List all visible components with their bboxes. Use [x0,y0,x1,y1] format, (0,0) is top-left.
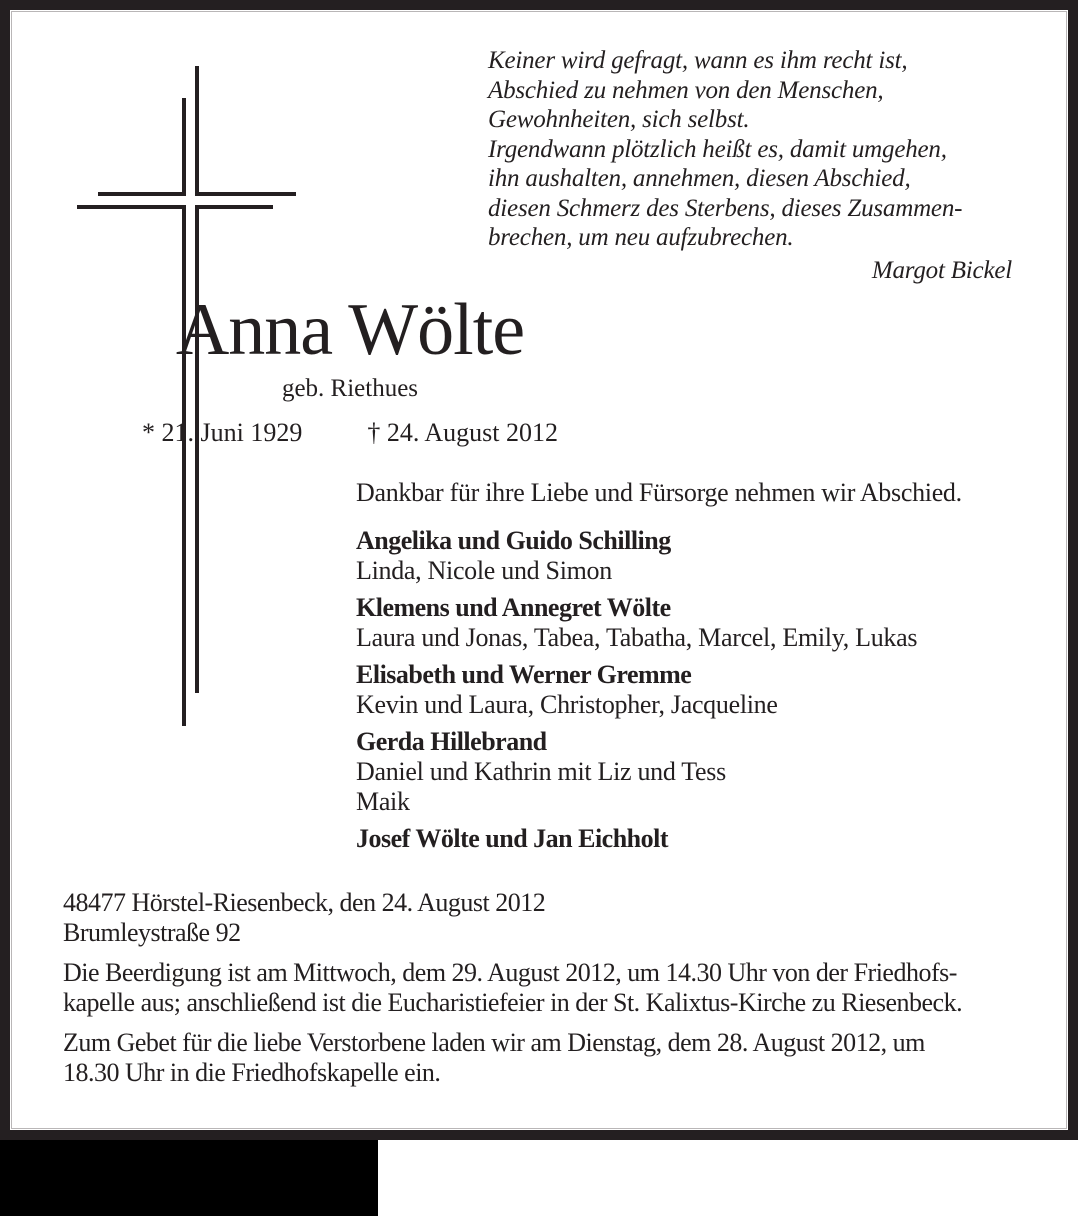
prayer-line: 18.30 Uhr in die Friedhofskapelle ein. [63,1057,441,1087]
poem-line: ihn aushalten, annehmen, diesen Abschied, [488,165,911,192]
address-paragraph [63,888,1015,947]
address-line: 48477 Hörstel-Riesenbeck, den 24. August 2012 [63,888,546,917]
poem-line: Abschied zu nehmen von den Menschen, [488,76,884,104]
birth-name: geb. Riethues [281,375,419,402]
mourner-group-names: Maik [356,787,410,816]
mourner-group [356,727,917,817]
mourner-group-head: Gerda Hillebrand [356,727,547,756]
poem-attribution: Margot Bickel [871,256,1012,284]
mourner-group [356,824,917,854]
bottom-block [63,888,1015,1087]
mourner-group [356,660,917,720]
funeral-line: Die Beerdigung ist am Mittwoch, dem 29. August 2012, um 14.30 Uhr von der Friedhofs- [63,958,957,987]
mourner-group-head: Angelika und Guido Schilling [356,526,671,555]
poem-line: diesen Schmerz des Sterbens, dieses Zusammen- [488,194,963,222]
mourner-group [356,526,917,586]
death-date: † 24. August 2012 [367,418,559,447]
funeral-line: kapelle aus; anschließend ist die Eucharistiefeier in der St. Kalixtus-Kirche zu Riesenbeck. [63,987,963,1017]
mourner-group-names: Kevin und Laura, Christopher, Jacqueline [356,690,778,719]
mourner-group-names: Daniel und Kathrin mit Liz und Tess [356,757,726,786]
funeral-paragraph [63,958,1015,1017]
prayer-paragraph [63,1028,1015,1087]
mourner-group-head: Elisabeth und Werner Gremme [356,660,692,689]
mourner-group-names: Laura und Jonas, Tabea, Tabatha, Marcel, Emily, Lukas [356,623,918,652]
poem-line: Irgendwann plötzlich heißt es, damit umgehen, [488,135,947,163]
life-dates-row [0,418,700,448]
poem-line: Keiner wird gefragt, wann es ihm recht ist, [488,47,908,74]
mourner-group [356,593,917,653]
mourner-group-names: Linda, Nicole und Simon [356,556,612,585]
poem-line: brechen, um neu aufzubrechen. [488,224,794,251]
farewell-intro-line: Dankbar für ihre Liebe und Fürsorge nehmen wir Abschied. [356,478,962,507]
address-line: Brumleystraße 92 [63,917,241,947]
poem-block [488,46,1012,285]
deceased-name: Anna Wölte [175,289,525,371]
poem-line: Gewohnheiten, sich selbst. [488,106,750,133]
redaction-block [0,1140,378,1216]
mourners-list [356,526,917,861]
mourner-group-head: Klemens und Annegret Wölte [356,593,671,622]
mourner-group-head: Josef Wölte und Jan Eichholt [356,824,669,853]
birth-date: * 21. Juni 1929 [141,418,303,447]
prayer-line: Zum Gebet für die liebe Verstorbene laden wir am Dienstag, dem 28. August 2012, um [63,1028,925,1057]
